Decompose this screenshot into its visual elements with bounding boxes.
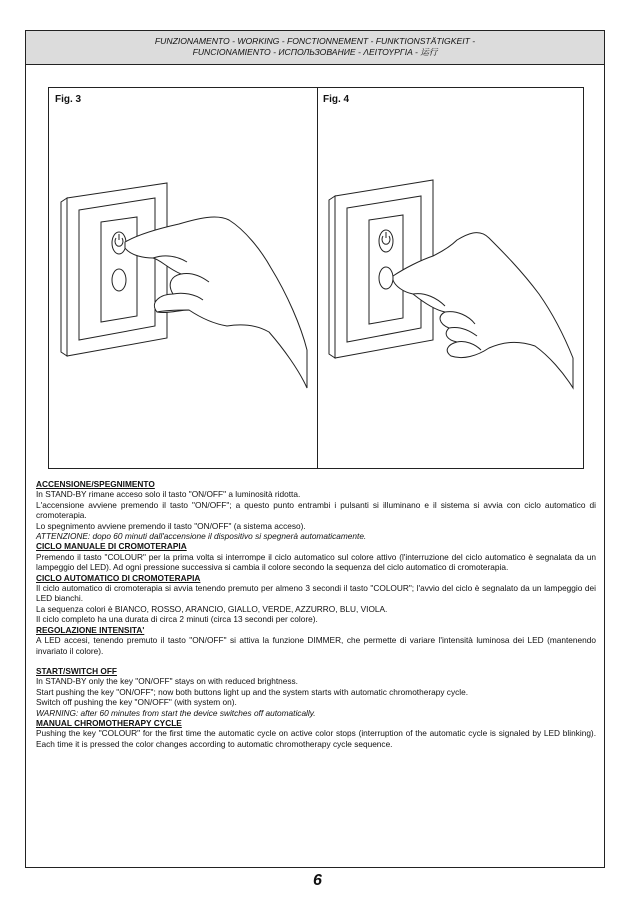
header-line-2: FUNCIONAMIENTO - ИСПОЛЬЗОВАНИЕ - ΛΕΙΤΟΥΡΓΙΑ - 运行	[192, 47, 438, 57]
fig3-illustration	[49, 88, 317, 468]
it-paragraph: Il ciclo completo ha una durata di circa 2 minuti (circa 13 secondi per colore).	[36, 614, 318, 625]
fig3-label: Fig. 3	[55, 94, 82, 105]
en-section-start-title: START/SWITCH OFF	[36, 665, 117, 676]
en-paragraph: Start pushing the key "ON/OFF"; now both buttons light up and the system starts with automatic chromotherapy cycle.	[36, 686, 468, 697]
it-paragraph: La sequenza colori è BIANCO, ROSSO, ARANCIO, GIALLO, VERDE, AZZURRO, BLU, VIOLA.	[36, 603, 388, 614]
header-bar	[26, 31, 604, 65]
instructions-text	[36, 479, 596, 749]
header-line-1: FUNZIONAMENTO - WORKING - FONCTIONNEMENT - FUNKTIONSTÄTIGKEIT -	[154, 36, 476, 46]
it-paragraph: Premendo il tasto "COLOUR" per la prima volta si interrompe il ciclo automatico sul colore attivo (l'interruzione del ciclo automatico è segnalata da un lampeggio del LED). Ad ogni pressione successiva si cambia il colore secondo la sequenza del ciclo automatico di cromoterapia.	[36, 551, 596, 573]
it-paragraph: L'accensione avviene premendo il tasto "ON/OFF"; a questo punto entrambi i pulsanti si illuminano e il sistema si avvia con ciclo automatico di cromoterapia.	[36, 499, 596, 521]
figures-panel	[48, 87, 584, 469]
colour-button	[112, 269, 126, 291]
figure-4	[317, 88, 584, 468]
it-paragraph: A LED accesi, tenendo premuto il tasto "ON/OFF" si attiva la funzione DIMMER, che permette di variare l'intensità luminosa dei LED (mantenendo invariato il colore).	[36, 635, 596, 656]
en-paragraph: Switch off pushing the key "ON/OFF" (with system on).	[36, 697, 237, 708]
it-section-start-title: ACCENSIONE/SPEGNIMENTO	[36, 479, 155, 489]
it-warning: ATTENZIONE: dopo 60 minuti dall'accensione il dispositivo si spegnerà automaticamente.	[36, 531, 367, 542]
en-warning: WARNING: after 60 minutes from start the device switches off automatically.	[36, 707, 316, 718]
en-paragraph: In STAND-BY only the key "ON/OFF" stays on with reduced brightness.	[36, 676, 298, 687]
colour-button	[379, 267, 393, 289]
it-section-manual-title: CICLO MANUALE DI CROMOTERAPIA	[36, 541, 187, 552]
en-paragraph: Pushing the key "COLOUR" for the first time the automatic cycle on active color stops (interruption of the automatic cycle is signaled by LED blinking). Each time it is pressed the color changes according to automatic chromotherapy cycle sequence.	[36, 728, 596, 749]
fig4-label: Fig. 4	[323, 94, 350, 105]
it-paragraph: In STAND-BY rimane acceso solo il tasto "ON/OFF" a luminosità ridotta.	[36, 489, 301, 500]
figure-3	[49, 88, 318, 468]
fig4-illustration	[317, 88, 584, 468]
page-number: 6	[313, 872, 322, 889]
it-paragraph: Lo spegnimento avviene premendo il tasto "ON/OFF" (a sistema acceso).	[36, 520, 306, 531]
section-gap	[36, 656, 596, 666]
en-section-manual-title: MANUAL CHROMOTHERAPY CYCLE	[36, 717, 182, 728]
it-section-dimmer-title: REGOLAZIONE INTENSITA'	[36, 624, 145, 635]
page-frame	[25, 30, 605, 868]
it-paragraph: Il ciclo automatico di cromoterapia si avvia tenendo premuto per almeno 3 secondi il tasto "COLOUR"; l'avvio del ciclo è segnalato da un lampeggio dei LED bianchi.	[36, 583, 596, 604]
it-section-auto-title: CICLO AUTOMATICO DI CROMOTERAPIA	[36, 572, 201, 583]
